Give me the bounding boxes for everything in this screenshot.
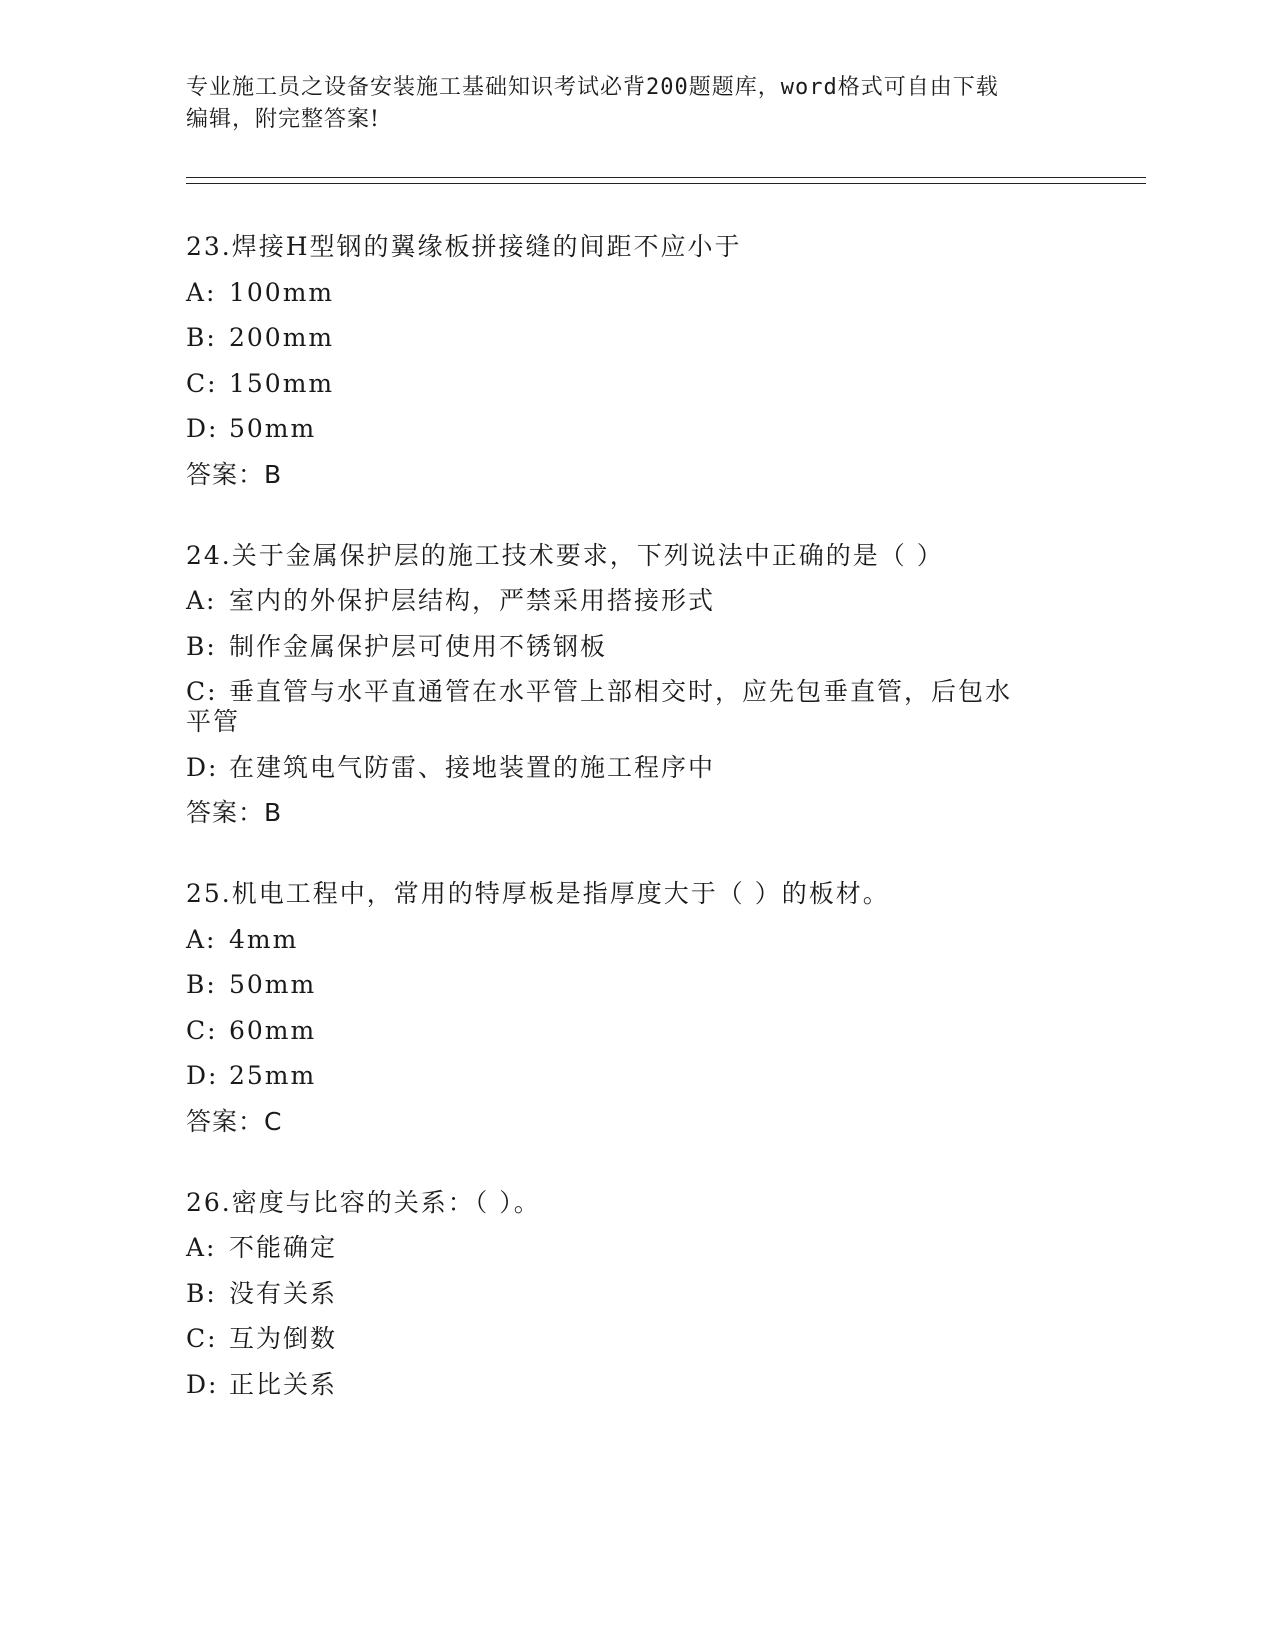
- option-d: [186, 414, 1086, 444]
- option-text: 200mm: [229, 323, 335, 352]
- question-stem: 24.关于金属保护层的施工技术要求，下列说法中正确的是（ ）: [186, 540, 944, 570]
- option-c: [186, 677, 1086, 707]
- option-key: D:: [186, 1369, 219, 1399]
- option-text: 没有关系: [229, 1278, 338, 1308]
- question-25: [186, 879, 1086, 1137]
- question-26: [186, 1188, 1086, 1400]
- option-text: 不能确定: [229, 1233, 338, 1262]
- option-text: 在建筑电气防雷、接地装置的施工程序中: [229, 752, 716, 782]
- answer-line: 答案：C: [186, 1106, 283, 1136]
- option-d: [186, 1370, 1086, 1400]
- answer-line: 答案：B: [186, 459, 283, 489]
- option-a: [186, 925, 1086, 955]
- option-text: 150mm: [229, 368, 335, 398]
- option-c: [186, 1016, 1086, 1046]
- option-c: [186, 1324, 1086, 1354]
- option-key: A:: [186, 924, 217, 954]
- header-title-suffix: 格式可自由下载: [837, 75, 999, 100]
- option-text: 正比关系: [229, 1369, 338, 1399]
- option-key: B:: [186, 323, 217, 352]
- option-text: 互为倒数: [229, 1324, 338, 1353]
- question-24: [186, 541, 1086, 829]
- option-text: 室内的外保护层结构，严禁采用搭接形式: [229, 586, 716, 615]
- option-a: [186, 278, 1086, 308]
- option-c-continuation: 平管: [186, 707, 241, 736]
- option-key: D:: [186, 1061, 219, 1090]
- header-title-count: 200: [646, 75, 689, 100]
- option-text: 50mm: [229, 970, 317, 999]
- option-text: 4mm: [229, 924, 299, 954]
- option-key: A:: [186, 1233, 217, 1262]
- option-text: 60mm: [229, 1015, 317, 1045]
- header-divider-bottom: [186, 183, 1146, 184]
- option-key: A:: [186, 586, 217, 615]
- option-key: B:: [186, 1278, 217, 1308]
- option-d: [186, 1061, 1086, 1091]
- header-title-mid: 题题库，: [688, 75, 781, 100]
- option-b: [186, 1279, 1086, 1309]
- option-key: D:: [186, 752, 219, 782]
- option-text: 100mm: [229, 277, 335, 307]
- answer-line: 答案：B: [186, 798, 283, 827]
- option-text: 垂直管与水平直通管在水平管上部相交时，应先包垂直管，后包水: [229, 677, 1013, 706]
- option-d: [186, 753, 1086, 783]
- option-key: C:: [186, 368, 218, 398]
- option-key: C:: [186, 677, 218, 706]
- question-stem: 25.机电工程中，常用的特厚板是指厚度大于（ ）的板材。: [186, 879, 890, 908]
- option-key: C:: [186, 1015, 218, 1045]
- option-c: [186, 369, 1086, 399]
- option-text: 50mm: [229, 414, 317, 443]
- option-key: D:: [186, 414, 219, 443]
- option-b: [186, 632, 1086, 662]
- question-list: [186, 232, 1086, 1451]
- header-line-1: [186, 72, 1066, 104]
- option-key: B:: [186, 631, 217, 661]
- header-title-prefix: 专业施工员之设备安装施工基础知识考试必背: [186, 75, 647, 100]
- header-line-2: 编辑，附完整答案!: [186, 107, 380, 132]
- question-23: [186, 232, 1086, 490]
- document-header: [186, 72, 1066, 136]
- option-b: [186, 323, 1086, 353]
- option-a: [186, 1233, 1086, 1263]
- header-title-word: word: [780, 75, 838, 100]
- option-text: 25mm: [229, 1061, 317, 1090]
- question-stem: 23.焊接H型钢的翼缘板拼接缝的间距不应小于: [186, 232, 742, 261]
- option-b: [186, 970, 1086, 1000]
- header-divider-top: [186, 177, 1146, 178]
- option-a: [186, 586, 1086, 616]
- option-key: A:: [186, 277, 217, 307]
- option-text: 制作金属保护层可使用不锈钢板: [229, 631, 608, 661]
- option-key: C:: [186, 1324, 218, 1353]
- question-stem: 26.密度与比容的关系：（ ）。: [186, 1187, 541, 1217]
- option-key: B:: [186, 970, 217, 999]
